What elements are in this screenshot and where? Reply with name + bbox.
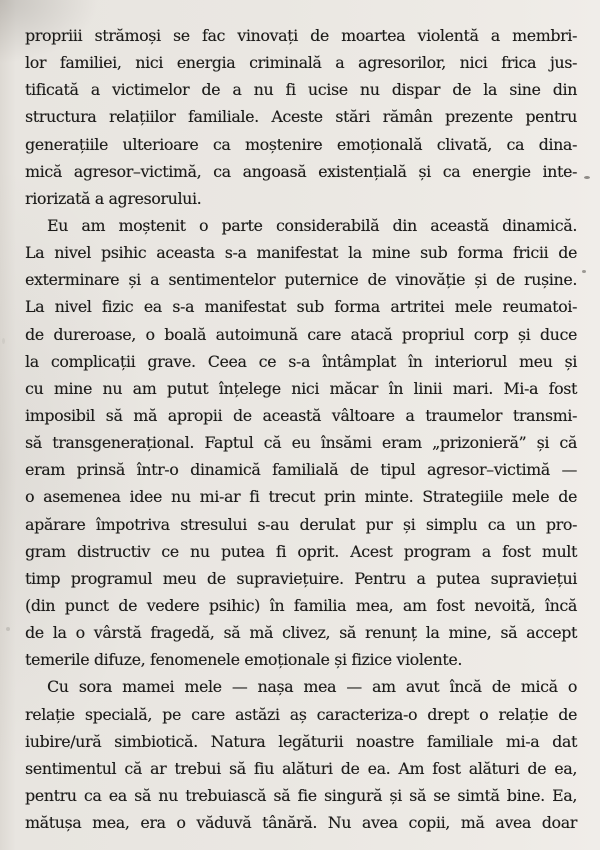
- text-line: gram distructiv ce nu putea fi oprit. Acest program a fost mult: [25, 541, 577, 561]
- text-line: imposibil să mă apropii de această vâltoare a traumelor transmi-: [25, 405, 577, 425]
- text-line: la complicații grave. Ceea ce s-a întâmplat în interiorul meu și: [25, 351, 577, 371]
- text-line: temerile difuze, fenomenele emoționale și fizice violente.: [25, 650, 463, 670]
- text-line: de la o vârstă fragedă, să mă clivez, să renunț la mine, să accept: [25, 623, 577, 643]
- text-line: mătușa mea, era o văduvă tânără. Nu avea copii, mă avea doar: [25, 813, 577, 833]
- text-line: exterminare și a sentimentelor puternice de vinovăție și de rușine.: [25, 270, 577, 290]
- text-line: cu mine nu am putut înțelege nici măcar în linii mari. Mi-a fost: [25, 378, 577, 398]
- text-line: structura relațiilor familiale. Aceste stări rămân prezente pentru: [25, 107, 577, 127]
- text-line: propriii strămoși se fac vinovați de moartea violentă a membri-: [25, 26, 577, 45]
- text-line: să transgenerațional. Faptul că eu însămi eram „prizonieră” și că: [25, 433, 577, 453]
- text-line: sentimentul că ar trebui să fiu alături de ea. Am fost alături de ea,: [25, 758, 577, 778]
- scan-speck: [2, 338, 5, 344]
- text-line: tificată a victimelor de a nu fi ucise nu dispar de la sine din: [25, 80, 577, 100]
- text-line: La nivel fizic ea s-a manifestat sub forma artritei mele reumatoi-: [25, 297, 577, 317]
- text-line: eram prinsă într-o dinamică familială de tipul agresor–victimă —: [25, 460, 577, 480]
- text-line: Cu sora mamei mele — nașa mea — am avut încă de mică o: [47, 677, 577, 697]
- page-text: [25, 26, 577, 840]
- scan-speck: [584, 176, 590, 179]
- text-line: generațiile ulterioare ca moștenire emoțională clivată, ca dina-: [25, 134, 577, 154]
- text-line: (din punct de vedere psihic) în familia mea, am fost nevoită, încă: [25, 595, 577, 615]
- text-line: lor familiei, nici energia criminală a agresorilor, nici frica jus-: [25, 53, 577, 73]
- text-line: iubire/ură simbiotică. Natura legăturii noastre familiale mi-a dat: [25, 731, 577, 751]
- text-line: o asemenea idee nu mi-ar fi trecut prin minte. Strategiile mele de: [25, 487, 577, 507]
- text-line: relație specială, pe care astăzi aș caracteriza-o drept o relație de: [25, 704, 577, 724]
- text-line: La nivel psihic aceasta s-a manifestat la mine sub forma fricii de: [25, 243, 577, 263]
- text-line: pentru ca ea să nu trebuiască să fie singură și să se simtă bine. Ea,: [25, 785, 577, 805]
- text-line: riorizată a agresorului.: [25, 188, 202, 208]
- text-line: de dureroase, o boală autoimună care atacă propriul corp și duce: [25, 324, 577, 344]
- text-line: mică agresor–victimă, ca angoasă existențială și ca energie inte-: [25, 161, 577, 181]
- text-line: timp programul meu de supraviețuire. Pentru a putea supraviețui: [25, 568, 577, 588]
- text-line: Eu am moștenit o parte considerabilă din această dinamică.: [47, 215, 577, 235]
- scan-speck: [582, 270, 586, 273]
- text-line: apărare împotriva stresului s-au derulat pur și simplu ca un pro-: [25, 514, 577, 534]
- scan-speck: [6, 627, 10, 631]
